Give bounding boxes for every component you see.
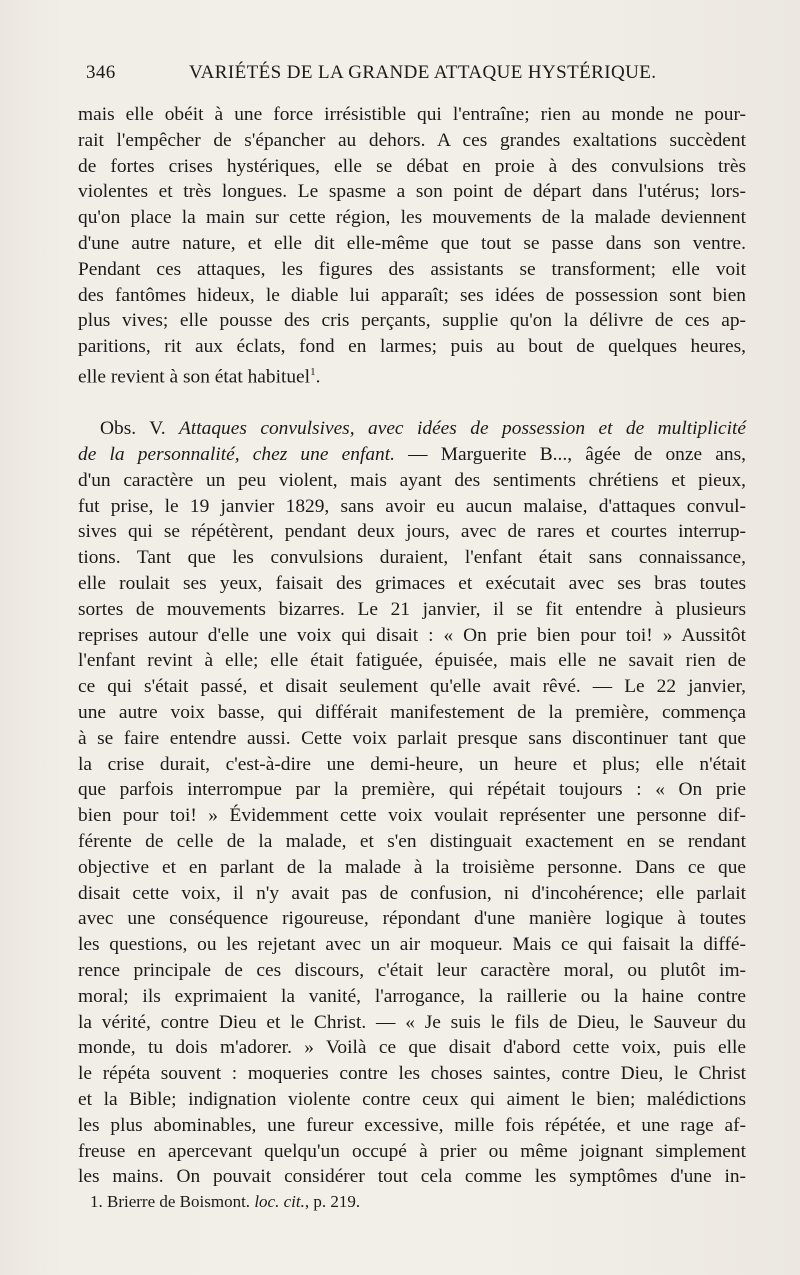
text-line: à se faire entendre aussi. Cette voix parlait presque sans discontinuer tant que xyxy=(78,727,746,749)
page-header xyxy=(86,62,746,88)
running-title: VARIÉTÉS DE LA GRANDE ATTAQUE HYSTÉRIQUE. xyxy=(189,62,657,83)
text-line: avec une conséquence rigoureuse, répondant d'une manière logique à toutes xyxy=(78,908,746,930)
text-line: le répéta souvent : moqueries contre les choses saintes, contre Dieu, le Christ xyxy=(78,1063,746,1085)
text-line: que parfois interrompue par la première, qui répétait toujours : « On prie xyxy=(78,779,746,801)
text-line: objective et en parlant de la malade à la troisième personne. Dans ce que xyxy=(78,856,746,878)
obs-title-1: Attaques convulsives, avec idées de possession et de multiplicité xyxy=(179,418,746,440)
text-line: une autre voix basse, qui différait manifestement de la première, commença xyxy=(78,702,746,723)
text-line: ce qui s'était passé, et disait seulement qu'elle avait rêvé. — Le 22 janvier, xyxy=(78,676,746,698)
footnote-page: , p. 219. xyxy=(304,1192,361,1211)
text-line: les questions, ou les rejetant avec un air moqueur. Mais ce qui faisait la diffé- xyxy=(78,934,746,956)
text-line: qu'on place la main sur cette région, les mouvements de la malade deviennent xyxy=(78,207,746,229)
text-line: les mains. On pouvait considérer tout cela comme les symptômes d'une in- xyxy=(78,1166,746,1188)
text-line: d'un caractère un peu violent, mais ayant des sentiments chrétiens et pieux, xyxy=(78,469,746,491)
obs-title-2: de la personnalité, chez une enfant. xyxy=(78,444,395,466)
text-line: rence principale de ces discours, c'était leur caractère moral, ou plutôt im- xyxy=(78,959,746,981)
text-line: mais elle obéit à une force irrésistible qui l'entraîne; rien au monde ne pour- xyxy=(78,104,746,125)
text-line: reprises autour d'elle une voix qui disait : « On prie bien pour toi! » Aussitôt xyxy=(78,624,746,646)
text-line: sortes de mouvements bizarres. Le 21 janvier, il se fit entendre à plusieurs xyxy=(78,598,746,620)
text-line: fut prise, le 19 janvier 1829, sans avoir eu aucun malaise, d'attaques convul- xyxy=(78,495,746,517)
text-line: l'enfant revint à elle; elle était fatiguée, épuisée, mais elle ne savait rien de xyxy=(78,650,746,672)
body-text xyxy=(78,102,746,1190)
footnote xyxy=(90,1192,750,1212)
text-line: rait l'empêcher de s'épancher au dehors. A ces grandes exaltations succèdent xyxy=(78,129,746,151)
text-line: bien pour toi! » Évidemment cette voix voulait représenter une personne dif- xyxy=(78,805,746,827)
text-line: moral; ils exprimaient la vanité, l'arrogance, la raillerie ou la haine contre xyxy=(78,985,746,1007)
text-line: plus vives; elle pousse des cris perçants, supplie qu'on la délivre de ces ap- xyxy=(78,310,746,332)
text-line: la crise durait, c'est-à-dire une demi-heure, un heure et plus; elle n'était xyxy=(78,753,746,775)
text-line: elle roulait ses yeux, faisait des grimaces et exécutait avec ses bras toutes xyxy=(78,573,746,595)
obs-label: Obs. V. xyxy=(100,418,166,440)
footnote-number: 1. xyxy=(90,1192,103,1211)
text-line: violentes et très longues. Le spasme a son point de départ dans l'utérus; lors- xyxy=(78,181,746,203)
text-line: paritions, rit aux éclats, fond en larmes; puis au bout de quelques heures, xyxy=(78,336,746,358)
text-line: Pendant ces attaques, les figures des assistants se transforment; elle voit xyxy=(78,258,746,280)
text-line: de fortes crises hystériques, elle se débat en proie à des convulsions très xyxy=(78,155,746,177)
footnote-ref: loc. cit. xyxy=(254,1192,305,1211)
paragraph-2 xyxy=(78,468,746,1190)
obs-heading-line xyxy=(78,416,746,442)
text-line: freuse en apercevant quelqu'un occupé à prier ou même joignant simplement xyxy=(78,1140,746,1162)
obs-heading-line-2 xyxy=(78,442,746,468)
text-line: sives qui se répétèrent, pendant deux jours, avec de rares et courtes interrup- xyxy=(78,521,746,543)
text-line: des fantômes hideux, le diable lui apparaît; ses idées de possession sont bien xyxy=(78,284,746,306)
text-line: d'une autre nature, et elle dit elle-même que tout se passe dans son ventre. xyxy=(78,232,746,254)
text-line: tions. Tant que les convulsions duraient, l'enfant était sans connaissance, xyxy=(78,547,746,569)
footnote-marker: 1 xyxy=(310,365,316,378)
text-line: monde, tu dois m'adorer. » Voilà ce que disait d'abord cette voix, puis elle xyxy=(78,1037,746,1059)
text-line: et la Bible; indignation violente contre ceux qui aiment le bien; malédictions xyxy=(78,1088,746,1110)
paragraph-1-last-line: elle revient à son état habituel$^1$. xyxy=(78,365,321,388)
text-line: les plus abominables, une fureur excessive, mille fois répétée, et une rage af- xyxy=(78,1114,746,1136)
text-line: disait cette voix, il n'y avait pas de confusion, ni d'incohérence; elle parlait xyxy=(78,882,746,904)
page-number: 346 xyxy=(86,62,116,83)
paragraph-1 xyxy=(78,102,746,360)
text-line: férente de celle de la malade, et s'en distinguait exactement en se rendant xyxy=(78,830,746,852)
obs-line-rest: — Marguerite B..., âgée de onze ans, xyxy=(394,444,746,466)
footnote-author: Brierre de Boismont. xyxy=(107,1192,251,1211)
text-line: la vérité, contre Dieu et le Christ. — « Je suis le fils de Dieu, le Sauveur du xyxy=(78,1011,746,1033)
